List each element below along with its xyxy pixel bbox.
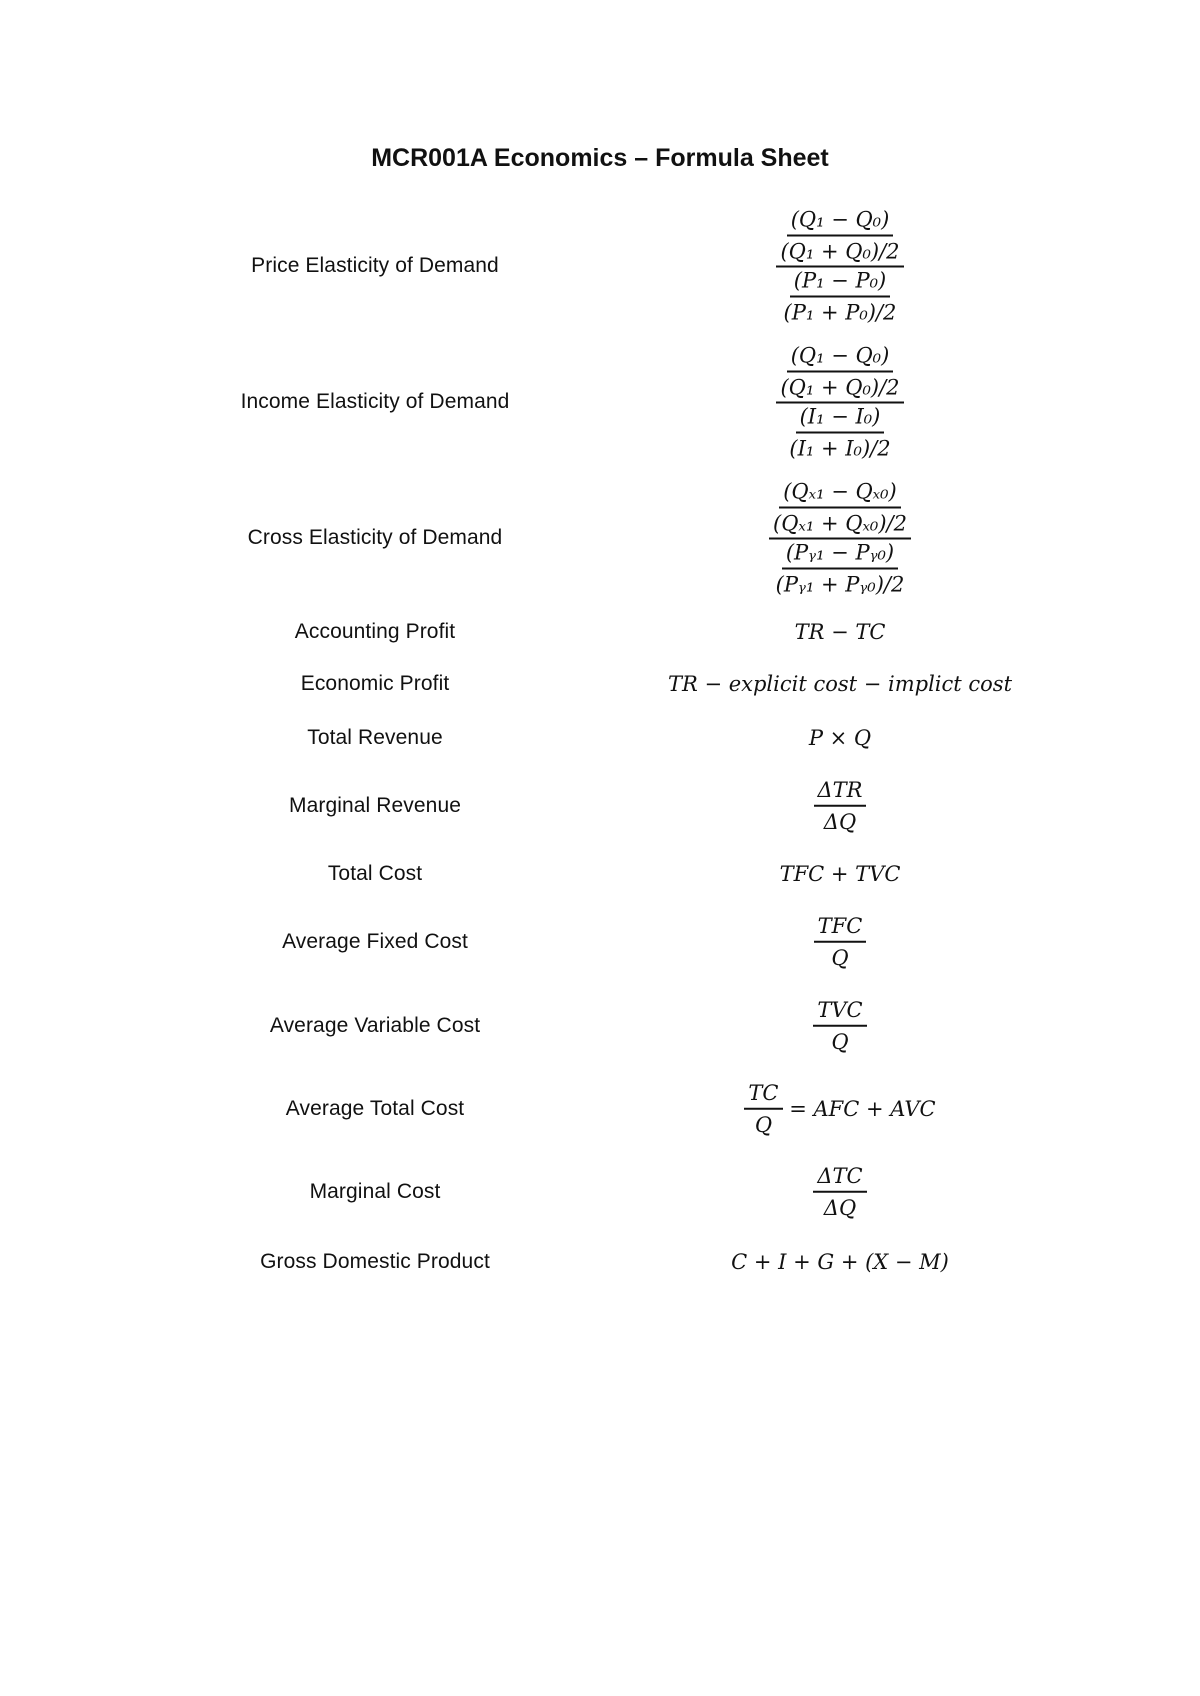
fraction-denominator: (P₁ + P₀)/2: [783, 300, 897, 325]
fraction-numerator: (Q₁ − Q₀): [787, 207, 894, 237]
fraction: [769, 479, 911, 538]
fraction-numerator: TVC: [813, 997, 866, 1027]
formula-label: Marginal Revenue: [288, 794, 462, 817]
fraction-denominator: (Pᵧ₁ + Pᵧ₀)/2: [775, 572, 905, 597]
fraction-denominator: Q: [831, 1030, 849, 1054]
formula-expression: [640, 997, 1040, 1056]
formula-expression: [640, 913, 1040, 972]
formula-label: Economic Profit: [300, 672, 450, 695]
page-title: MCR001A Economics – Formula Sheet: [371, 144, 829, 172]
formula-label: Marginal Cost: [309, 1180, 441, 1203]
fraction-denominator: (Q₁ + Q₀)/2: [780, 239, 900, 264]
formula-label: Average Variable Cost: [269, 1014, 481, 1037]
formula-expression: [640, 343, 1040, 462]
formula-expression: [640, 777, 1040, 836]
fraction-numerator: (I₁ − I₀): [796, 403, 885, 433]
formula-expression: [640, 207, 1040, 326]
formula-label: Gross Domestic Product: [260, 1250, 490, 1273]
formula-expression: P × Q: [808, 726, 872, 750]
fraction-numerator: (Q₁ − Q₀): [787, 343, 894, 373]
compound-fraction: [776, 207, 903, 326]
formula-right-side: = AFC + AVC: [789, 1097, 936, 1121]
formula-expression: TFC + TVC: [779, 862, 901, 886]
fraction: [776, 207, 903, 266]
formula-expression: TR − TC: [794, 620, 886, 644]
fraction-denominator: ΔQ: [823, 1196, 857, 1220]
formula-expression: [640, 1080, 1040, 1139]
fraction-denominator: ΔQ: [823, 810, 857, 834]
fraction: [814, 913, 867, 972]
compound-fraction: [769, 479, 911, 598]
formula-label: Average Fixed Cost: [282, 930, 468, 953]
formula-expression: [640, 479, 1040, 598]
fraction: [744, 1080, 782, 1139]
formula-label: Cross Elasticity of Demand: [247, 526, 503, 549]
fraction-numerator: TC: [744, 1080, 782, 1110]
fraction-numerator: ΔTR: [814, 777, 867, 807]
formula-label: Total Revenue: [307, 726, 443, 749]
compound-fraction: [776, 343, 903, 462]
fraction-denominator: (Q₁ + Q₀)/2: [780, 375, 900, 400]
formula-expression: C + I + G + (X − M): [731, 1250, 949, 1274]
formula-label: Average Total Cost: [285, 1097, 465, 1120]
formula-expression: TR − explicit cost − implict cost: [667, 672, 1013, 696]
fraction: [776, 343, 903, 402]
fraction-numerator: (P₁ − P₀): [790, 267, 890, 297]
formula-expression: [640, 1163, 1040, 1222]
fraction-denominator: Q: [754, 1113, 773, 1137]
fraction: [813, 997, 866, 1056]
fraction-denominator: Q: [831, 946, 849, 970]
fraction-numerator: (Pᵧ₁ − Pᵧ₀): [782, 539, 898, 569]
fraction: [772, 539, 909, 598]
fraction: [785, 403, 894, 462]
formula-label: Total Cost: [327, 862, 423, 885]
fraction-denominator: (I₁ + I₀)/2: [789, 436, 891, 461]
fraction-numerator: TFC: [814, 913, 867, 943]
fraction: [813, 1163, 866, 1222]
fraction: [780, 267, 901, 326]
fraction: [814, 777, 867, 836]
fraction-denominator: (Qₓ₁ + Qₓ₀)/2: [773, 511, 907, 536]
formula-label: Price Elasticity of Demand: [251, 254, 499, 277]
fraction-numerator: ΔTC: [813, 1163, 866, 1193]
formula-label: Income Elasticity of Demand: [240, 390, 510, 413]
fraction-numerator: (Qₓ₁ − Qₓ₀): [779, 479, 901, 509]
formula-label: Accounting Profit: [294, 620, 456, 643]
